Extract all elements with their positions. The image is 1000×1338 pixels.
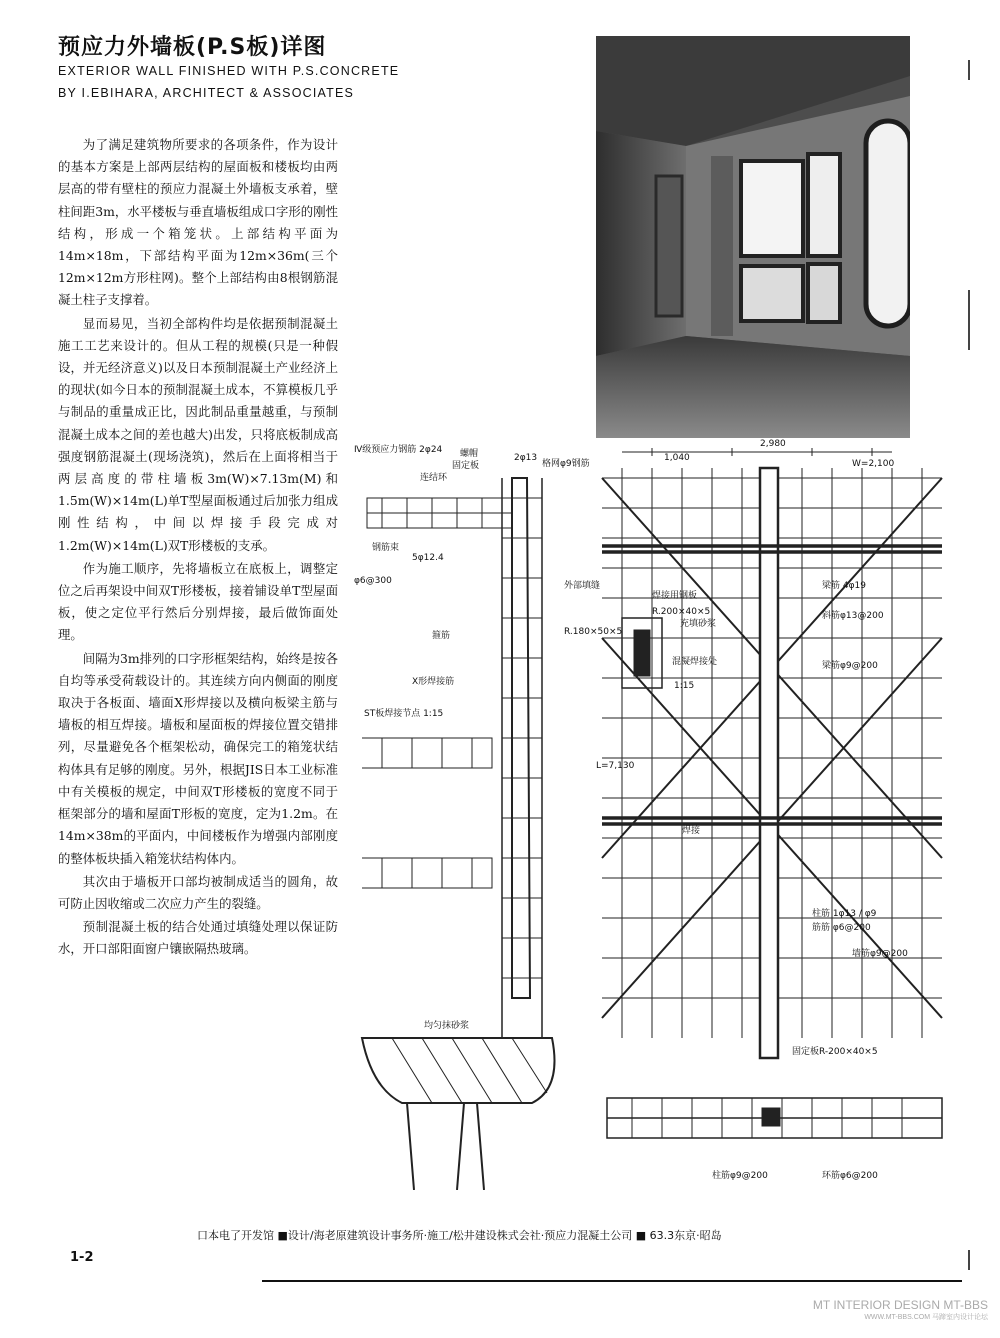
page-title: 预应力外墙板(P.S板)详图 (58, 35, 327, 60)
paragraph: 其次由于墙板开口部均被制成适当的圆角，故可防止因收缩或二次应力产生的裂缝。 (58, 873, 338, 911)
scan-edge-mark (968, 290, 970, 350)
drawing-label: R.200×40×5 (652, 607, 711, 617)
article-body (58, 134, 338, 962)
drawing-label: 环筋φ6@200 (822, 1171, 878, 1181)
drawing-label: 5φ12.4 (412, 553, 444, 563)
section-detail-drawing (352, 438, 944, 1190)
drawing-label: 充填砂浆 (680, 619, 717, 629)
paragraph: 为了满足建筑物所要求的各项条件，作为设计的基本方案是上部两层结构的屋面板和楼板均由两层高的带有壁柱的预应力混凝土外墙板支承着，壁柱间距3m，水平楼板与垂直墙板组成口字形的刚性结构，形成一个箱笼状。上部结构平面为14m×18m，下部结构平面为12m×36m(三个12m×12m方形柱网)。整个上部结构由8根钢筋混凝土柱子支撑着。 (58, 137, 338, 308)
paragraph: 间隔为3m排列的口字形框架结构，始终是按各自均等承受荷载设计的。其连续方向内侧面的刚度取决于各板面、墙面X形焊接以及横向板梁主筋与墙板的相互焊接。墙板和屋面板的焊接位置交错排列，尽量避免各个框架松动，确保完工的箱笼状结构体具有足够的刚度。另外，根据JIS日本工业标准中有关模板的规定，中间双T形楼板的宽度不同于框架部分的墙和屋面T形板的宽度，定为1.2m。在14m×38m的平面内，中间楼板作为增强内部刚度的整体板块插入箱笼状结构体内。 (58, 650, 338, 866)
drawing-label: 焊接用钢板 (652, 591, 698, 601)
drawing-label: 钢筋束 (372, 543, 400, 553)
drawing-label: 螺帽 (460, 449, 479, 459)
watermark-bottom: WWW.MT-BBS.COM 马蹄室内设计论坛 (864, 1314, 988, 1321)
drawing-label: 连结环 (420, 473, 448, 483)
drawing-label: 2,980 (760, 439, 786, 449)
page-number: 1-2 (70, 1250, 94, 1265)
drawing-label: W=2,100 (852, 459, 895, 469)
drawing-label: 斜筋φ13@200 (822, 611, 884, 621)
drawing-label: 柱筋φ9@200 (712, 1171, 768, 1181)
scan-edge-mark (968, 1250, 970, 1270)
drawing-label: 混凝焊接处 (672, 657, 718, 667)
drawing-label: L=7,130 (596, 761, 635, 771)
paragraph: 预制混凝土板的结合处通过填缝处理以保证防水，开口部阳面窗户镶嵌隔热玻璃。 (58, 919, 338, 957)
drawing-label: 外部填缝 (564, 581, 601, 591)
drawing-label: φ6@300 (354, 576, 392, 586)
drawing-label: 墙筋φ9@200 (852, 949, 908, 959)
structural-drawing (352, 438, 944, 1190)
paragraph: 显而易见，当初全部构件均是依据预制混凝土施工工艺来设计的。但从工程的规模(只是一种假设，并无经济意义)以及日本预制混凝土产业经济上的现状(如今日本的预制混凝土成本，不算模板几乎与制品的重量成正比，因此制品重量越重，与预制混凝土成本之间的差也越大)出发，只将底板制成高强度钢筋混凝土(现场浇筑)，然后在上面将相当于两层高度的带柱墙板3m(W)×7.13m(M)和1.5m(W)×14m(L)单T型屋面板通过后加张力组成刚性结构，中间以焊接手段完成对1.2m(W)×14m(L)双T形楼板的支承。 (58, 315, 338, 553)
drawing-label: 筋筋 φ6@200 (812, 923, 871, 933)
footer-rule (262, 1280, 962, 1282)
project-caption: 口本电了开发馆 ■设计/海老原建筑设计事务所·施工/松井建设株式会社·预应力混凝土公司 ■ 63.3东京·昭岛 (197, 1229, 722, 1242)
drawing-label: X形焊接筋 (412, 677, 455, 687)
interior-photo (596, 36, 910, 438)
watermark (813, 1298, 988, 1322)
drawing-label: R.180×50×5 (564, 627, 623, 637)
english-subtitle: EXTERIOR WALL FINISHED WITH P.S.CONCRETE (58, 64, 400, 78)
drawing-label: 箍筋 (432, 631, 451, 641)
drawing-label: 焊接 (682, 826, 701, 836)
drawing-label: 2φ13 (514, 453, 538, 463)
drawing-label: 梁筋 4φ19 (822, 581, 866, 591)
drawing-label: 均匀抹砂浆 (424, 1021, 470, 1031)
drawing-label: 1,040 (664, 453, 690, 463)
architect-credit: BY I.EBIHARA, ARCHITECT & ASSOCIATES (58, 86, 355, 100)
drawing-label: 格网φ9钢筋 (542, 459, 590, 469)
drawing-label: 固定板R-200×40×5 (792, 1047, 878, 1057)
scan-edge-mark (968, 60, 970, 80)
interior-photo-graphic (596, 36, 910, 438)
drawing-label: 柱筋 1φ13 / φ9 (812, 909, 877, 919)
watermark-top: MT INTERIOR DESIGN MT-BBS (812, 1298, 988, 1312)
drawing-label: ST板焊接节点 1:15 (364, 709, 444, 719)
drawing-label: Ⅳ级预应力钢筋 2φ24 (354, 445, 443, 455)
paragraph: 作为施工顺序，先将墙板立在底板上，调整定位之后再架设中间双T形楼板，接着铺设单T型屋面板，使之定位平行然后分别焊接，最后做饰面处理。 (58, 560, 338, 643)
drawing-label: 1:15 (674, 681, 695, 691)
drawing-label: 梁筋φ9@200 (822, 661, 878, 671)
drawing-label: 固定板 (452, 461, 480, 471)
